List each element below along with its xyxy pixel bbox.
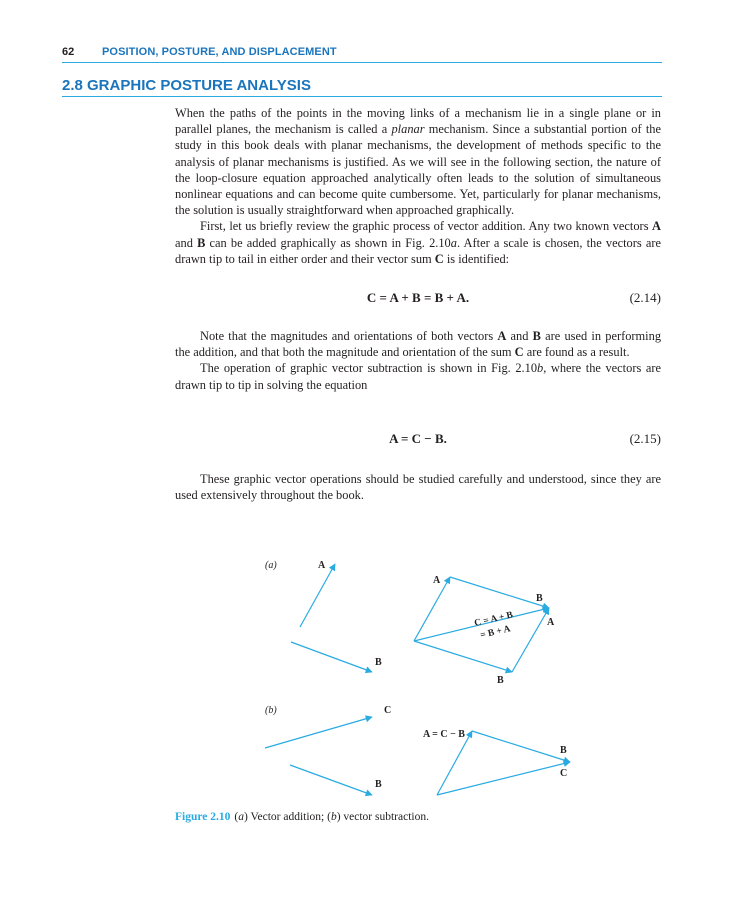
running-header <box>62 44 662 63</box>
equation-2-15 <box>175 430 661 448</box>
label-sum-line-1: C = A + B <box>473 610 515 629</box>
triangle-b-arrow <box>472 731 570 762</box>
triangle-c-arrow <box>437 762 570 795</box>
paragraph-2: First, let us briefly review the graphic process of vector addition. Any two known vectors A and B can be added graphically as shown in Fig. 2.10a. After a scale is chosen, the vectors are drawn tip to tail in either order and their vector sum C is identified: <box>175 219 661 266</box>
label-subtraction: A = C − B <box>423 729 465 740</box>
label-part-b: (b) <box>265 705 277 716</box>
triangle-a-arrow <box>437 731 472 795</box>
parallelogram-b-top <box>450 577 549 608</box>
body-block-3 <box>175 471 661 503</box>
section-heading: 2.8 GRAPHIC POSTURE ANALYSIS <box>62 77 662 97</box>
label-b-standalone: B <box>375 657 382 668</box>
label-part-a: (a) <box>265 560 277 571</box>
figure-2-10 <box>175 540 595 810</box>
figure-label: Figure 2.10 <box>175 811 231 823</box>
label-a-right: A <box>547 617 555 628</box>
vector-a-arrow <box>300 564 335 627</box>
label-a-left: A <box>433 575 441 586</box>
label-b-top: B <box>536 593 543 604</box>
figure-caption: Figure 2.10 (a) Vector addition; (b) vector subtraction. <box>175 811 429 823</box>
vector-b-arrow-lower <box>290 765 372 795</box>
equation-expression: A = C − B. <box>389 431 447 446</box>
paragraph-3: Note that the magnitudes and orientations of both vectors A and B are used in performing the addition, and that both the magnitude and orientation of the sum C are found as a result. <box>175 329 662 360</box>
equation-number: (2.14) <box>629 290 661 305</box>
label-b-standalone-lower: B <box>375 779 382 790</box>
parallelogram-b-bottom <box>414 641 512 672</box>
vector-c-arrow <box>265 717 372 748</box>
page-number: 62 <box>62 46 75 58</box>
label-c-triangle: C <box>560 768 568 779</box>
body-block-2 <box>175 328 661 393</box>
parallelogram-a-left <box>414 577 450 641</box>
equation-expression: C = A + B = B + A. <box>366 290 470 305</box>
label-b-triangle: B <box>560 745 567 756</box>
paragraph-1: When the paths of the points in the moving links of a mechanism lie in a single plane or in parallel planes, the mechanism is called a planar mechanism. Since a substantial portion of the study in this book deals with planar mechanisms, the development of methods specific to the analysis of planar mechanisms is justified. As we will see in the following section, the nature of the loop-closure equation approached analytically often leads to the solution of simultaneous nonlinear equations and can become quite cumbersome. Yet, particularly for planar mechanisms, the solution is usually straightforward when approached graphically. <box>175 106 661 218</box>
running-title: POSITION, POSTURE, AND DISPLACEMENT <box>102 46 337 58</box>
vector-diagram <box>175 540 595 805</box>
vector-b-arrow <box>291 642 372 672</box>
label-sum-line-2: = B + A <box>479 624 512 641</box>
label-a-standalone: A <box>318 560 326 571</box>
equation-2-14 <box>175 289 661 307</box>
parallelogram-a-right <box>512 608 549 672</box>
equation-number: (2.15) <box>629 431 661 446</box>
body-block-1 <box>175 105 661 267</box>
label-c-standalone: C <box>384 705 392 716</box>
paragraph-5: These graphic vector operations should be studied carefully and understood, since they are used extensively throughout the book. <box>175 472 661 503</box>
label-b-bottom: B <box>497 675 504 686</box>
paragraph-4: The operation of graphic vector subtraction is shown in Fig. 2.10b, where the vectors are drawn tip to tip in solving the equation <box>175 361 661 392</box>
